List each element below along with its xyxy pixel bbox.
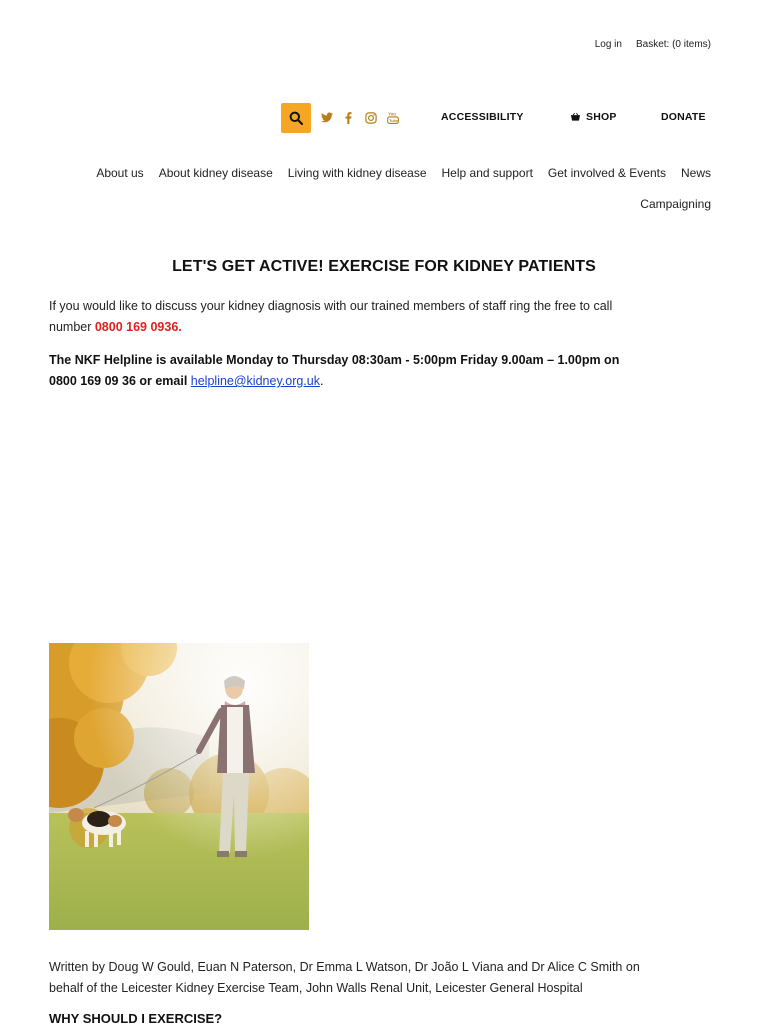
nav-campaigning[interactable]: Campaigning bbox=[640, 197, 711, 211]
search-icon bbox=[289, 111, 303, 125]
page-title: LET'S GET ACTIVE! EXERCISE FOR KIDNEY PATIENTS bbox=[172, 258, 596, 275]
nav-news[interactable]: News bbox=[680, 166, 711, 180]
nav-about-us[interactable]: About us bbox=[96, 166, 144, 180]
main-navigation bbox=[71, 166, 711, 211]
nav-get-involved-events[interactable]: Get involved & Events bbox=[547, 166, 666, 180]
intro-text: If you would like to discuss your kidney diagnosis with our trained members of staff ring the free to call number bbox=[49, 299, 613, 334]
svg-text:You: You bbox=[387, 111, 396, 117]
nav-help-and-support[interactable]: Help and support bbox=[441, 166, 533, 180]
shop-label: SHOP bbox=[586, 111, 617, 123]
donate-link[interactable]: DONATE bbox=[661, 111, 706, 123]
account-links bbox=[595, 39, 711, 50]
article-photo bbox=[49, 643, 309, 930]
twitter-icon[interactable] bbox=[320, 111, 333, 124]
basket-icon bbox=[570, 112, 581, 122]
login-link[interactable]: Log in bbox=[594, 39, 622, 50]
author-credit: Written by Doug W Gould, Euan N Paterson, Dr Emma L Watson, Dr João L Viana and Dr Alice C Smith on behalf of the Leicester Kidney Exercise Team, John Walls Renal Unit, Leicester General Hospital bbox=[49, 960, 640, 995]
phone-number: 0800 169 0936. bbox=[94, 320, 182, 334]
accessibility-link[interactable]: ACCESSIBILITY bbox=[441, 111, 524, 123]
intro-paragraph bbox=[49, 296, 639, 338]
helpline-text: The NKF Helpline is available Monday to Thursday 08:30am - 5:00pm Friday 9.00am – 1.00pm on 0800 169 09 36 or email bbox=[49, 353, 620, 388]
email-link[interactable]: helpline@kidney.org.uk bbox=[190, 374, 320, 388]
instagram-icon[interactable] bbox=[364, 111, 377, 124]
search-button[interactable] bbox=[281, 103, 311, 133]
utility-bar bbox=[281, 103, 706, 132]
helpline-paragraph bbox=[49, 350, 639, 392]
social-links bbox=[320, 111, 399, 124]
section-heading: WHY SHOULD I EXERCISE? bbox=[49, 1011, 223, 1024]
email-suffix: . bbox=[319, 374, 324, 388]
svg-text:Tube: Tube bbox=[388, 118, 398, 123]
basket-link[interactable]: Basket: (0 items) bbox=[635, 39, 711, 50]
nav-about-kidney-disease[interactable]: About kidney disease bbox=[158, 166, 273, 180]
shop-link[interactable] bbox=[570, 111, 617, 123]
nav-living-with-kidney-disease[interactable]: Living with kidney disease bbox=[287, 166, 427, 180]
youtube-icon[interactable] bbox=[386, 111, 399, 124]
facebook-icon[interactable] bbox=[342, 111, 355, 124]
